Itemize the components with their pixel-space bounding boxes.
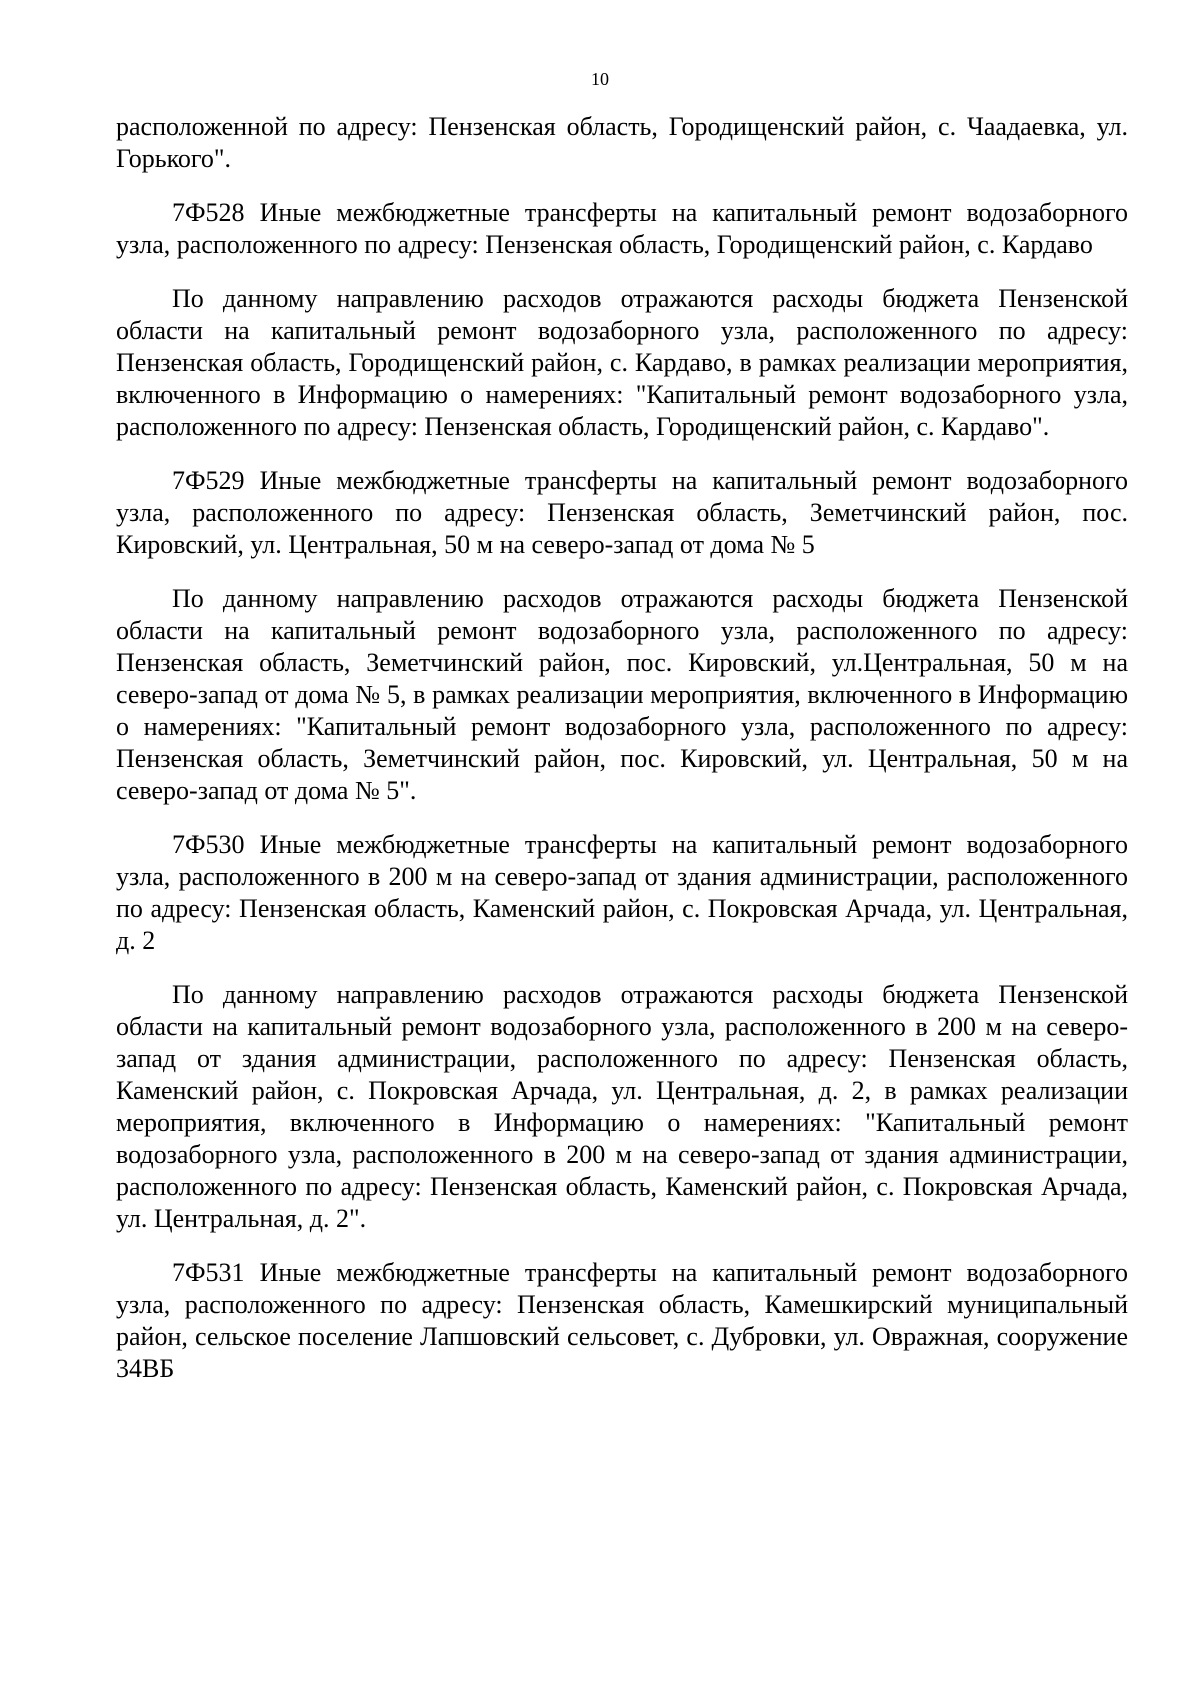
document-body bbox=[116, 111, 1128, 1385]
paragraph-continuation: расположенной по адресу: Пензенская область, Городищенский район, с. Чаадаевка, ул. Горького". bbox=[116, 112, 1128, 173]
paragraph-description-7f529: По данному направлению расходов отражаются расходы бюджета Пензенской области на капитальный ремонт водозаборного узла, расположенного по адресу: Пензенская область, Земетчинский район, пос. Кировский, ул.Центральная, 50 м на северо-запад от дома № 5, в рамках реализации мероприятия, включенного в Информацию о намерениях: "Капитальный ремонт водозаборного узла, расположенного по адресу: Пензенская область, Земетчинский район, пос. Кировский, ул. Центральная, 50 м на северо-запад от дома № 5". bbox=[116, 584, 1128, 805]
paragraph-item-7f528: 7Ф528 Иные межбюджетные трансферты на капитальный ремонт водозаборного узла, расположенного по адресу: Пензенская область, Городищенский район, с. Кардаво bbox=[116, 198, 1128, 259]
paragraph-item-7f530: 7Ф530 Иные межбюджетные трансферты на капитальный ремонт водозаборного узла, расположенного в 200 м на северо-запад от здания администрации, расположенного по адресу: Пензенская область, Каменский район, с. Покровская Арчада, ул. Центральная, д. 2 bbox=[116, 830, 1128, 955]
paragraph-item-7f531: 7Ф531 Иные межбюджетные трансферты на капитальный ремонт водозаборного узла, расположенного по адресу: Пензенская область, Камешкирский муниципальный район, сельское поселение Лапшовский сельсовет, с. Дубровки, ул. Овражная, сооружение 34ВБ bbox=[116, 1258, 1128, 1383]
paragraph-description-7f530: По данному направлению расходов отражаются расходы бюджета Пензенской области на капитальный ремонт водозаборного узла, расположенного в 200 м на северо-запад от здания администрации, расположенного по адресу: Пензенская область, Каменский район, с. Покровская Арчада, ул. Центральная, д. 2, в рамках реализации мероприятия, включенного в Информацию о намерениях: "Капитальный ремонт водозаборного узла, расположенного в 200 м на северо-запад от здания администрации, расположенного по адресу: Пензенская область, Каменский район, с. Покровская Арчада, ул. Центральная, д. 2". bbox=[116, 980, 1128, 1233]
page-number: 10 bbox=[591, 69, 609, 89]
paragraph-description-7f528: По данному направлению расходов отражаются расходы бюджета Пензенской области на капитальный ремонт водозаборного узла, расположенного по адресу: Пензенская область, Городищенский район, с. Кардаво, в рамках реализации мероприятия, включенного в Информацию о намерениях: "Капитальный ремонт водозаборного узла, расположенного по адресу: Пензенская область, Городищенский район, с. Кардаво". bbox=[116, 284, 1128, 441]
paragraph-item-7f529: 7Ф529 Иные межбюджетные трансферты на капитальный ремонт водозаборного узла, расположенного по адресу: Пензенская область, Земетчинский район, пос. Кировский, ул. Центральная, 50 м на северо-запад от дома № 5 bbox=[116, 466, 1128, 559]
